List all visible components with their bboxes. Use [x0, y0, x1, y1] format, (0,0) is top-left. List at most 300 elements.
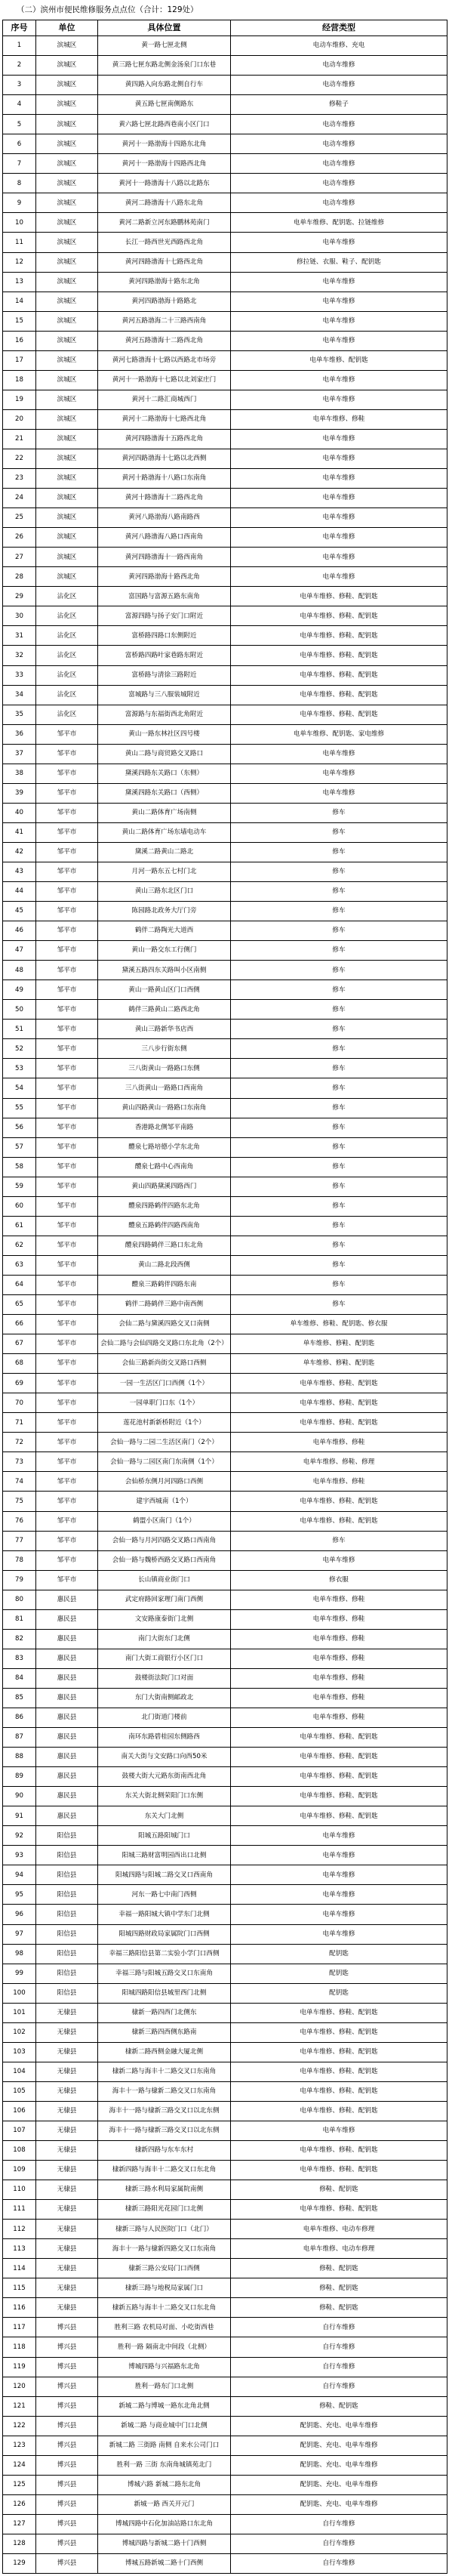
cell-location: 黄三路七匣东路北侧金汤泉门口东巷	[98, 56, 231, 76]
cell-unit: 无棣县	[36, 2022, 98, 2042]
table-row	[3, 1098, 447, 1118]
cell-business-type: 电单车维修、修鞋、配钥匙	[231, 606, 447, 626]
cell-business-type: 修车	[231, 882, 447, 902]
cell-no: 4	[3, 95, 36, 115]
cell-business-type: 电单车维修、修鞋、配钥匙	[231, 705, 447, 724]
cell-business-type: 电单车维修、配钥匙、家电维修	[231, 724, 447, 744]
cell-location: 棣新四路与海丰十二路交叉口东北角	[98, 2161, 231, 2180]
cell-business-type: 配钥匙、充电、电单车维修	[231, 2494, 447, 2514]
cell-no: 103	[3, 2042, 36, 2062]
cell-no: 30	[3, 606, 36, 626]
cell-no: 85	[3, 1688, 36, 1708]
cell-no: 118	[3, 2337, 36, 2357]
cell-location: 会仙桥东侧月河四路口西侧	[98, 1472, 231, 1492]
cell-location: 幸福三路阳信县第二实验小学门口西侧	[98, 1944, 231, 1964]
cell-unit: 邹平市	[36, 764, 98, 783]
cell-business-type: 电单车维修	[231, 1550, 447, 1570]
cell-unit: 阳信县	[36, 1885, 98, 1905]
cell-business-type: 电单车维修	[231, 429, 447, 449]
cell-unit: 无棣县	[36, 2180, 98, 2200]
table-row	[3, 862, 447, 881]
cell-unit: 邹平市	[36, 1177, 98, 1196]
cell-location: 南门大街东门北侧	[98, 1629, 231, 1649]
table-header-row	[3, 20, 447, 36]
cell-location: 河东一路七中南门西侧	[98, 1885, 231, 1905]
table-row	[3, 272, 447, 292]
cell-location: 棣新三路四西侧东路南	[98, 2022, 231, 2042]
cell-unit: 沾化区	[36, 606, 98, 626]
cell-no: 77	[3, 1531, 36, 1550]
table-row	[3, 1020, 447, 1039]
cell-location: 富源四路与扬子安门口附近	[98, 606, 231, 626]
cell-unit: 滨城区	[36, 233, 98, 252]
cell-location: 黄山三路新华书店西	[98, 1020, 231, 1039]
cell-location: 鼓楼大街大元路东街南西北角	[98, 1767, 231, 1787]
cell-location: 东门大街南侧邮政北	[98, 1688, 231, 1708]
table-row	[3, 1590, 447, 1609]
cell-business-type: 自行车维修	[231, 2318, 447, 2337]
cell-unit: 滨城区	[36, 36, 98, 56]
table-row	[3, 705, 447, 724]
cell-business-type: 配钥匙	[231, 1983, 447, 2003]
cell-unit: 阳信县	[36, 1964, 98, 1983]
cell-unit: 邹平市	[36, 882, 98, 902]
cell-business-type: 电单车维修、修鞋、配钥匙	[231, 626, 447, 646]
table-row	[3, 724, 447, 744]
cell-business-type: 电单车维修	[231, 233, 447, 252]
cell-business-type: 电单车维修、修鞋、配钥匙	[231, 1748, 447, 1767]
table-row	[3, 2239, 447, 2259]
cell-location: 黄河十路渤海十八路口东南角	[98, 469, 231, 489]
cell-location: 黄河五路渤海二十三路西南角	[98, 311, 231, 331]
cell-location: 黄河四路渤海十路东北角	[98, 272, 231, 292]
table-row	[3, 1137, 447, 1157]
cell-no: 5	[3, 115, 36, 134]
cell-business-type: 自行车维修	[231, 2337, 447, 2357]
cell-business-type: 电单车维修、修鞋	[231, 1609, 447, 1629]
table-row	[3, 1078, 447, 1098]
cell-no: 13	[3, 272, 36, 292]
table-row	[3, 2475, 447, 2494]
cell-location: 东关大街北侧荣阳门口东侧	[98, 1787, 231, 1806]
table-row	[3, 409, 447, 429]
cell-unit: 无棣县	[36, 2081, 98, 2101]
cell-business-type: 电单车维修、修鞋、配钥匙	[231, 1728, 447, 1748]
table-row	[3, 902, 447, 921]
cell-unit: 邹平市	[36, 1216, 98, 1236]
cell-no: 46	[3, 921, 36, 941]
cell-no: 19	[3, 390, 36, 409]
cell-no: 101	[3, 2003, 36, 2022]
table-row	[3, 685, 447, 705]
cell-business-type: 电单车维修、修鞋	[231, 1668, 447, 1688]
cell-business-type: 电单车维修	[231, 311, 447, 331]
cell-unit: 邹平市	[36, 1452, 98, 1472]
cell-unit: 滨城区	[36, 213, 98, 233]
table-row	[3, 2396, 447, 2416]
cell-no: 95	[3, 1885, 36, 1905]
cell-location: 醴泉四路鹤伴四路东北角	[98, 1196, 231, 1216]
cell-unit: 沾化区	[36, 587, 98, 606]
cell-unit: 滨城区	[36, 76, 98, 95]
cell-no: 42	[3, 842, 36, 862]
table-row	[3, 174, 447, 193]
cell-no: 113	[3, 2239, 36, 2259]
cell-unit: 邹平市	[36, 744, 98, 764]
cell-location: 醴泉五路鹤伴四路西南角	[98, 1216, 231, 1236]
cell-business-type: 电单车维修、修鞋、配钥匙	[231, 2022, 447, 2042]
cell-unit: 无棣县	[36, 2121, 98, 2140]
cell-unit: 惠民县	[36, 1767, 98, 1787]
cell-unit: 滨城区	[36, 174, 98, 193]
table-row	[3, 508, 447, 528]
table-row	[3, 2259, 447, 2278]
cell-business-type: 自行车维修	[231, 2357, 447, 2377]
cell-unit: 博兴县	[36, 2475, 98, 2494]
table-row	[3, 1649, 447, 1668]
cell-location: 黛溪五路四东关路叫小区南侧	[98, 961, 231, 980]
table-row	[3, 2101, 447, 2121]
table-row	[3, 36, 447, 56]
cell-no: 16	[3, 331, 36, 350]
cell-location: 会仙二路与会仙四路交叉路口东北角（2个）	[98, 1334, 231, 1354]
cell-unit: 滨城区	[36, 272, 98, 292]
cell-location: 阳城四路财政局家属院门口西侧	[98, 1924, 231, 1944]
cell-location: 月河一路东五七村门北	[98, 862, 231, 881]
table-row	[3, 1393, 447, 1413]
table-row	[3, 567, 447, 587]
cell-location: 黛溪二路黄山二路北	[98, 842, 231, 862]
table-row	[3, 961, 447, 980]
cell-unit: 博兴县	[36, 2357, 98, 2377]
cell-unit: 阳信县	[36, 1924, 98, 1944]
cell-unit: 邹平市	[36, 980, 98, 1000]
cell-location: 长江一路西世光西路西北角	[98, 233, 231, 252]
table-row	[3, 429, 447, 449]
cell-business-type: 自行车维修	[231, 2377, 447, 2396]
cell-no: 32	[3, 646, 36, 665]
cell-location: 三八街黄山一路路口东侧	[98, 1059, 231, 1078]
cell-no: 58	[3, 1157, 36, 1177]
cell-location: 胜利一路 隔南北中间段（北侧）	[98, 2337, 231, 2357]
cell-no: 105	[3, 2081, 36, 2101]
cell-unit: 邹平市	[36, 1570, 98, 1590]
cell-no: 6	[3, 134, 36, 154]
cell-unit: 邹平市	[36, 1039, 98, 1059]
cell-no: 125	[3, 2475, 36, 2494]
cell-business-type: 修车	[231, 1078, 447, 1098]
cell-business-type: 电动车维修	[231, 174, 447, 193]
cell-no: 27	[3, 548, 36, 567]
cell-business-type: 电动车维修、充电	[231, 36, 447, 56]
cell-no: 109	[3, 2161, 36, 2180]
table-row	[3, 56, 447, 76]
cell-location: 黄山二路体育广场东墙电动车	[98, 822, 231, 842]
cell-unit: 邹平市	[36, 1236, 98, 1255]
cell-no: 17	[3, 350, 36, 370]
cell-no: 96	[3, 1905, 36, 1924]
header-no: 序号	[3, 20, 36, 36]
cell-unit: 滨城区	[36, 409, 98, 429]
cell-location: 黄六路七匣北路西巷南小区门口	[98, 115, 231, 134]
cell-no: 102	[3, 2022, 36, 2042]
cell-no: 69	[3, 1374, 36, 1393]
cell-location: 会仙一路与二园区南门东南侧（1个）	[98, 1452, 231, 1472]
cell-no: 12	[3, 252, 36, 272]
cell-unit: 邹平市	[36, 921, 98, 941]
cell-business-type: 配钥匙、充电、电单车维修	[231, 2475, 447, 2494]
cell-location: 黄河二路渤海十八路东北角	[98, 193, 231, 213]
cell-unit: 惠民县	[36, 1806, 98, 1826]
cell-location: 黄山二路体育广场南侧	[98, 803, 231, 822]
cell-location: 鹤伴二路鹤伴三路中南西侧	[98, 1295, 231, 1315]
cell-location: 富桥路与清徐三路附近	[98, 665, 231, 685]
cell-no: 128	[3, 2534, 36, 2553]
cell-unit: 无棣县	[36, 2101, 98, 2121]
cell-no: 39	[3, 783, 36, 803]
cell-unit: 邹平市	[36, 1472, 98, 1492]
cell-business-type: 电单车维修	[231, 764, 447, 783]
table-row	[3, 1039, 447, 1059]
cell-no: 83	[3, 1649, 36, 1668]
table-row	[3, 2081, 447, 2101]
table-row	[3, 2318, 447, 2337]
cell-no: 94	[3, 1865, 36, 1885]
cell-no: 54	[3, 1078, 36, 1098]
cell-business-type: 电单车维修	[231, 390, 447, 409]
cell-business-type: 电单车维修	[231, 1905, 447, 1924]
cell-no: 104	[3, 2062, 36, 2081]
cell-business-type: 电单车维修、修鞋、配钥匙	[231, 1806, 447, 1826]
cell-location: 黄河四路渤海十七路西北角	[98, 252, 231, 272]
cell-business-type: 修车	[231, 1098, 447, 1118]
table-row	[3, 1826, 447, 1846]
table-row	[3, 1295, 447, 1315]
cell-business-type: 修车	[231, 1295, 447, 1315]
cell-location: 黄山一路黄山区门口西侧	[98, 980, 231, 1000]
cell-unit: 阳信县	[36, 1865, 98, 1885]
cell-no: 123	[3, 2436, 36, 2455]
table-row	[3, 1157, 447, 1177]
cell-unit: 无棣县	[36, 2239, 98, 2259]
cell-unit: 邹平市	[36, 1059, 98, 1078]
cell-no: 129	[3, 2554, 36, 2574]
cell-location: 黄河七路渤海十七路以西路北市场旁	[98, 350, 231, 370]
cell-no: 65	[3, 1295, 36, 1315]
cell-location: 胜利三路 农机局对面、小吃街西巷	[98, 2318, 231, 2337]
cell-no: 84	[3, 1668, 36, 1688]
cell-no: 78	[3, 1550, 36, 1570]
cell-location: 文安路康泰街门北侧	[98, 1609, 231, 1629]
table-row	[3, 1924, 447, 1944]
cell-location: 鼓楼街法院门口对面	[98, 1668, 231, 1688]
table-row	[3, 370, 447, 390]
header-location: 具体位置	[98, 20, 231, 36]
cell-business-type: 修车	[231, 941, 447, 961]
cell-business-type: 电单车维修、修鞋	[231, 1688, 447, 1708]
table-row	[3, 2278, 447, 2298]
cell-business-type: 电单车维修、修鞋、配钥匙	[231, 2003, 447, 2022]
cell-no: 38	[3, 764, 36, 783]
cell-business-type: 电动车维修	[231, 154, 447, 174]
cell-business-type: 电单车维修、修鞋	[231, 1590, 447, 1609]
cell-location: 阳城三路财富明园西出口北侧	[98, 1846, 231, 1865]
cell-business-type: 电动车维修	[231, 134, 447, 154]
cell-unit: 邹平市	[36, 1000, 98, 1020]
table-row	[3, 2022, 447, 2042]
cell-unit: 无棣县	[36, 2200, 98, 2220]
table-row	[3, 2337, 447, 2357]
cell-location: 醴泉四路鹤伴三路口东北角	[98, 1236, 231, 1255]
header-business-type: 经营类型	[231, 20, 447, 36]
cell-no: 35	[3, 705, 36, 724]
table-row	[3, 1905, 447, 1924]
table-row	[3, 2298, 447, 2318]
cell-location: 黄山一路东林社区四号楼	[98, 724, 231, 744]
cell-no: 80	[3, 1590, 36, 1609]
cell-unit: 邹平市	[36, 941, 98, 961]
cell-business-type: 修车	[231, 803, 447, 822]
cell-no: 21	[3, 429, 36, 449]
table-row	[3, 95, 447, 115]
table-row	[3, 252, 447, 272]
cell-business-type: 电单车维修	[231, 1885, 447, 1905]
table-row	[3, 1688, 447, 1708]
cell-no: 79	[3, 1570, 36, 1590]
header-unit: 单位	[36, 20, 98, 36]
table-row	[3, 1275, 447, 1294]
cell-business-type: 电单车维修、修鞋	[231, 1708, 447, 1727]
cell-no: 28	[3, 567, 36, 587]
cell-location: 黛溪四路东关路口（西侧）	[98, 783, 231, 803]
table-row	[3, 1806, 447, 1826]
cell-location: 幸福一路阳城大镇中学东门北侧	[98, 1905, 231, 1924]
cell-business-type: 电单车维修、配钥匙、拉链维修	[231, 213, 447, 233]
table-row	[3, 1472, 447, 1492]
cell-unit: 邹平市	[36, 1492, 98, 1511]
cell-location: 幸福三路与阳城五路交叉口东南角	[98, 1964, 231, 1983]
cell-business-type: 修车	[231, 1039, 447, 1059]
cell-location: 三八街黄山一路路口西南角	[98, 1078, 231, 1098]
cell-no: 90	[3, 1787, 36, 1806]
table-row	[3, 744, 447, 764]
table-row	[3, 2494, 447, 2514]
table-row	[3, 292, 447, 311]
cell-location: 鹤伴二路陶光大道西	[98, 921, 231, 941]
cell-unit: 博兴县	[36, 2318, 98, 2337]
cell-unit: 惠民县	[36, 1609, 98, 1629]
table-row	[3, 1059, 447, 1078]
table-row	[3, 1118, 447, 1137]
cell-location: 黄河十一路渤海十七路以北刘家庄门	[98, 370, 231, 390]
cell-unit: 邹平市	[36, 842, 98, 862]
cell-unit: 沾化区	[36, 626, 98, 646]
cell-unit: 博兴县	[36, 2554, 98, 2574]
cell-location: 会仙二路与黛溪四路交叉口南侧	[98, 1315, 231, 1334]
cell-no: 68	[3, 1354, 36, 1374]
cell-no: 108	[3, 2141, 36, 2161]
cell-business-type: 电单车维修、电动车修理	[231, 2239, 447, 2259]
table-row	[3, 2416, 447, 2436]
cell-business-type: 配钥匙	[231, 1944, 447, 1964]
table-row	[3, 1550, 447, 1570]
table-row	[3, 331, 447, 350]
cell-business-type: 电单车维修	[231, 292, 447, 311]
cell-unit: 惠民县	[36, 1668, 98, 1688]
cell-unit: 邹平市	[36, 1275, 98, 1294]
cell-unit: 滨城区	[36, 449, 98, 468]
cell-business-type: 修车	[231, 1118, 447, 1137]
cell-business-type: 修车	[231, 822, 447, 842]
cell-no: 127	[3, 2514, 36, 2534]
table-row	[3, 822, 447, 842]
table-row	[3, 1787, 447, 1806]
cell-location: 鹤盟小区南门（1个）	[98, 1511, 231, 1531]
cell-unit: 博兴县	[36, 2416, 98, 2436]
cell-no: 107	[3, 2121, 36, 2140]
cell-business-type: 电单车维修、修鞋、配钥匙	[231, 1393, 447, 1413]
cell-location: 新城二路 与商业城中门口北侧	[98, 2416, 231, 2436]
cell-business-type: 电单车维修	[231, 508, 447, 528]
cell-unit: 邹平市	[36, 961, 98, 980]
cell-unit: 滨城区	[36, 489, 98, 508]
cell-unit: 邹平市	[36, 1433, 98, 1452]
cell-location: 黄河四路渤海十七路以北西侧	[98, 449, 231, 468]
cell-unit: 滨城区	[36, 429, 98, 449]
cell-unit: 博兴县	[36, 2455, 98, 2475]
cell-business-type: 电单车维修、修鞋、配钥匙	[231, 2081, 447, 2101]
table-row	[3, 2377, 447, 2396]
cell-location: 黄河十一路渤海十四路西北角	[98, 154, 231, 174]
cell-unit: 邹平市	[36, 1295, 98, 1315]
cell-location: 黄山四路黛溪四路西门	[98, 1177, 231, 1196]
cell-no: 114	[3, 2259, 36, 2278]
cell-location: 博城五路新城二路十门西侧	[98, 2554, 231, 2574]
table-row	[3, 1000, 447, 1020]
cell-business-type: 电单车维修、修鞋、配钥匙	[231, 2042, 447, 2062]
cell-business-type: 电单车维修、修鞋、配钥匙	[231, 685, 447, 705]
cell-no: 56	[3, 1118, 36, 1137]
cell-business-type: 修车	[231, 1236, 447, 1255]
cell-business-type: 电单车维修、修鞋、配钥匙	[231, 1767, 447, 1787]
table-row	[3, 2220, 447, 2239]
cell-unit: 邹平市	[36, 1334, 98, 1354]
table-row	[3, 2200, 447, 2220]
cell-unit: 滨城区	[36, 370, 98, 390]
table-row	[3, 842, 447, 862]
cell-business-type: 单车维修、修鞋、配钥匙	[231, 1354, 447, 1374]
cell-business-type: 修鞋子	[231, 95, 447, 115]
table-row	[3, 606, 447, 626]
cell-unit: 邹平市	[36, 1354, 98, 1374]
table-row	[3, 2003, 447, 2022]
cell-no: 99	[3, 1964, 36, 1983]
cell-no: 120	[3, 2377, 36, 2396]
cell-unit: 博兴县	[36, 2337, 98, 2357]
cell-business-type: 修鞋、配钥匙	[231, 2396, 447, 2416]
cell-no: 7	[3, 154, 36, 174]
cell-location: 棣新三路与地税局家属门口	[98, 2278, 231, 2298]
cell-no: 33	[3, 665, 36, 685]
cell-location: 海丰十一路与棣新二路交叉口东南角	[98, 2081, 231, 2101]
cell-no: 25	[3, 508, 36, 528]
cell-location: 棣新二路与海丰十二路交叉口东南角	[98, 2062, 231, 2081]
cell-location: 阳城四路与阳城二路交叉口西南角	[98, 1865, 231, 1885]
cell-location: 棣新二路西侧金融大厦北侧	[98, 2042, 231, 2062]
table-row	[3, 2121, 447, 2140]
table-row	[3, 803, 447, 822]
table-row	[3, 1865, 447, 1885]
